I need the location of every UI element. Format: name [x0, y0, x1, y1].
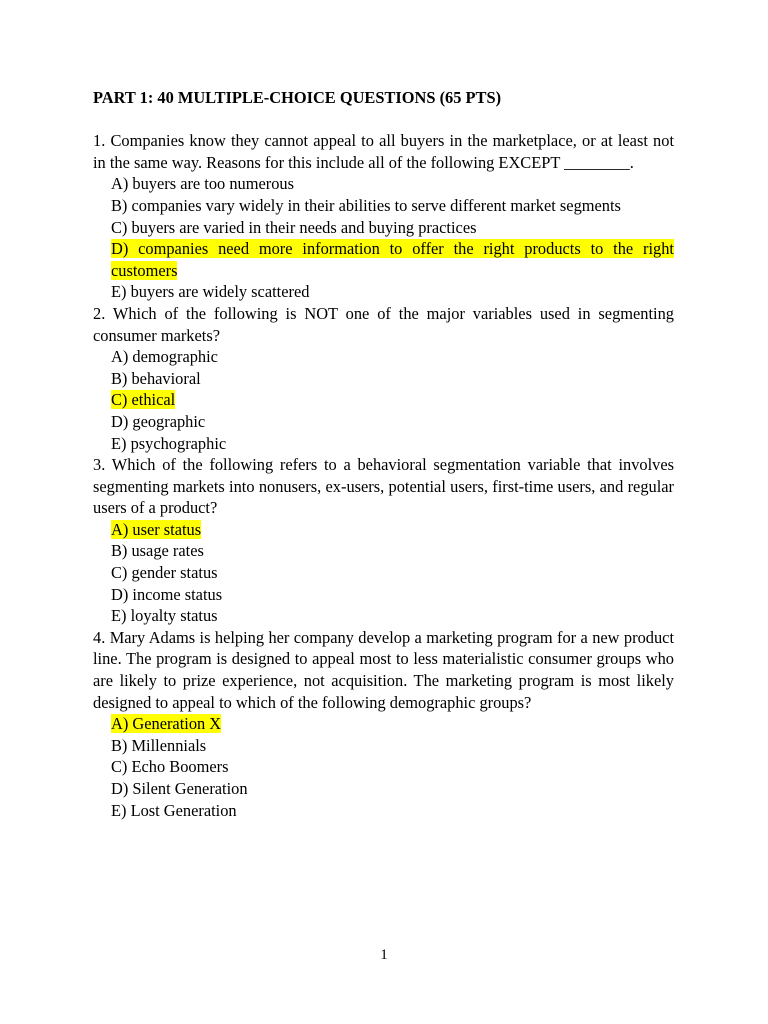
- answer-option-text: E) loyalty status: [111, 606, 218, 626]
- question-3: [93, 454, 674, 627]
- question-stem: 1. Companies know they cannot appeal to all buyers in the marketplace, or at least not in the same way. Reasons for this include all of the following EXCEPT ________.: [93, 131, 674, 172]
- heading-spacer: [93, 109, 674, 131]
- answer-option: [93, 778, 674, 800]
- question-1: [93, 130, 674, 303]
- answer-option: [93, 238, 674, 281]
- answer-option: [93, 735, 674, 757]
- answer-option-text: D) companies need more information to offer the right products to the right customers: [111, 239, 674, 280]
- answer-option-text: D) Silent Generation: [111, 779, 248, 798]
- answer-option: [93, 368, 674, 390]
- answer-option: [93, 346, 674, 368]
- answer-option: [93, 713, 674, 735]
- answer-option-text: C) Echo Boomers: [111, 757, 229, 777]
- answer-option: [93, 389, 674, 411]
- question-stem: 3. Which of the following refers to a behavioral segmentation variable that involves segmenting markets into nonusers, ex-users, potential users, first-time users, and regular users of a product?: [93, 455, 674, 518]
- question-stem: 2. Which of the following is NOT one of the major variables used in segmenting consumer markets?: [93, 303, 674, 345]
- answer-option: [93, 281, 674, 303]
- question-stem: 4. Mary Adams is helping her company develop a marketing program for a new product line. The program is designed to appeal most to less materialistic consumer groups who are likely to prize experience, not acquisition. The marketing program is most likely designed to appeal to which of the following demographic groups?: [93, 627, 674, 712]
- answer-option-text: B) Millennials: [111, 735, 207, 755]
- question-4: [93, 627, 674, 821]
- answer-option-text: B) companies vary widely in their abilities to serve different market segments: [111, 195, 621, 215]
- page-content: [93, 87, 674, 821]
- section-heading: PART 1: 40 MULTIPLE-CHOICE QUESTIONS (65 PTS): [93, 88, 502, 107]
- answer-option: [93, 195, 674, 217]
- answer-option-text: A) Generation X: [111, 714, 222, 734]
- answer-option: [93, 540, 674, 562]
- answer-option-text: B) usage rates: [111, 541, 204, 561]
- answer-option-text: C) ethical: [111, 390, 176, 410]
- answer-options: [93, 346, 674, 454]
- answer-option-text: A) user status: [111, 519, 202, 539]
- answer-option: [93, 519, 674, 541]
- answer-option: [93, 173, 674, 195]
- answer-option: [93, 584, 674, 606]
- answer-option-text: A) demographic: [111, 347, 218, 367]
- answer-options: [93, 713, 674, 821]
- answer-option: [93, 217, 674, 239]
- page-number: 1: [380, 947, 388, 963]
- answer-option: [93, 800, 674, 822]
- answer-option: [93, 433, 674, 455]
- answer-options: [93, 173, 674, 303]
- question-2: [93, 303, 674, 454]
- answer-option-text: D) income status: [111, 584, 223, 604]
- answer-option-text: E) psychographic: [111, 433, 227, 453]
- answer-option-text: E) Lost Generation: [111, 800, 237, 820]
- answer-option-text: E) buyers are widely scattered: [111, 282, 310, 302]
- answer-option-text: A) buyers are too numerous: [111, 174, 294, 194]
- answer-options: [93, 519, 674, 627]
- answer-option: [93, 756, 674, 778]
- answer-option-text: C) buyers are varied in their needs and buying practices: [111, 217, 477, 237]
- answer-option-text: B) behavioral: [111, 368, 201, 388]
- answer-option-text: D) geographic: [111, 411, 206, 431]
- answer-option-text: C) gender status: [111, 563, 218, 583]
- answer-option: [93, 411, 674, 433]
- answer-option: [93, 605, 674, 627]
- answer-option: [93, 562, 674, 584]
